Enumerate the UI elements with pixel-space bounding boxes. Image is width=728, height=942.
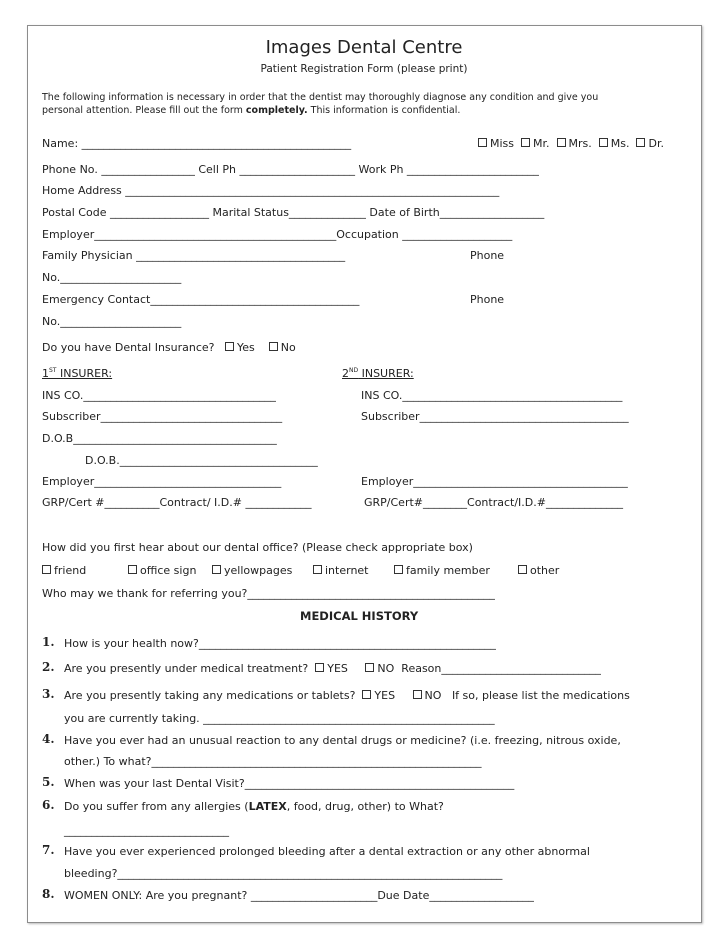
checkbox-ms[interactable] <box>599 138 608 147</box>
checkbox-label: NO <box>377 662 395 675</box>
question-number: 3. <box>42 687 55 701</box>
phone-fields[interactable]: Phone No. _________________ Cell Ph _____________________ Work Ph ________________________ <box>42 163 539 176</box>
checkbox-label: No <box>280 341 296 354</box>
employer-2-field[interactable]: Employer_______________________________________ <box>361 475 628 488</box>
question-number: 7. <box>42 843 55 857</box>
reason-field[interactable]: Reason_____________________________ <box>401 662 601 675</box>
checkbox-label: family member <box>406 564 490 577</box>
page-title: Images Dental Centre <box>265 37 463 58</box>
checkbox-label: Ms. <box>610 137 630 150</box>
question-number: 2. <box>42 660 55 674</box>
physician-phone-label: Phone <box>470 249 505 262</box>
referral-question: How did you first hear about our dental office? (Please check appropriate box) <box>42 541 473 554</box>
medications-question <box>64 689 630 702</box>
heading-label: INSURER: <box>358 367 414 380</box>
question-text: Are you presently under medical treatment? <box>64 662 309 675</box>
reaction-field[interactable]: other.) To what?____________________________________________________________ <box>64 755 482 768</box>
dob-2-field[interactable]: D.O.B.____________________________________ <box>85 454 318 467</box>
allergies-field[interactable]: ______________________________ <box>64 824 229 837</box>
home-address-field[interactable]: Home Address ____________________________________________________________________ <box>42 184 500 197</box>
checkbox-label: Miss <box>490 137 515 150</box>
checkbox-label: Mr. <box>533 137 550 150</box>
last-dental-visit-field[interactable]: When was your last Dental Visit?_________________________________________________ <box>64 777 515 790</box>
employer-occupation-fields[interactable]: Employer____________________________________________Occupation ____________________ <box>42 228 513 241</box>
health-now-field[interactable]: How is your health now?______________________________________________________ <box>64 637 496 650</box>
emergency-phone-label: Phone <box>470 293 505 306</box>
latex-emphasis: LATEX <box>248 800 287 813</box>
insurance-question <box>42 341 296 354</box>
family-physician-field[interactable]: Family Physician ______________________________________ <box>42 249 346 262</box>
emergency-phone-field[interactable]: No.______________________ <box>42 315 182 328</box>
checkbox-insurance-yes[interactable] <box>225 342 234 351</box>
checkbox-label: YES <box>327 662 348 675</box>
checkbox-label: friend <box>54 564 87 577</box>
checkbox-yellowpages[interactable] <box>212 565 221 574</box>
title-checkboxes <box>478 137 664 150</box>
checkbox-mr[interactable] <box>521 138 530 147</box>
dob-1-field[interactable]: D.O.B_____________________________________ <box>42 432 277 445</box>
referral-option-office-sign[interactable] <box>128 564 196 577</box>
checkbox-family-member[interactable] <box>394 565 403 574</box>
page-subtitle: Patient Registration Form (please print) <box>260 63 468 75</box>
checkbox-label: internet <box>325 564 369 577</box>
question-number: 6. <box>42 798 55 812</box>
checkbox-internet[interactable] <box>313 565 322 574</box>
grp-cert-2-field[interactable]: GRP/Cert#________Contract/I.D.#______________ <box>364 496 623 509</box>
checkbox-miss[interactable] <box>478 138 487 147</box>
medical-history-heading: MEDICAL HISTORY <box>300 609 419 623</box>
employer-1-field[interactable]: Employer__________________________________ <box>42 475 282 488</box>
checkbox-medications-no[interactable] <box>413 690 422 699</box>
checkbox-label: office sign <box>140 564 197 577</box>
checkbox-friend[interactable] <box>42 565 51 574</box>
checkbox-label: yellowpages <box>224 564 293 577</box>
question-text: Are you presently taking any medications or tablets? <box>64 689 356 702</box>
question-number: 8. <box>42 887 55 901</box>
checkbox-label: Dr. <box>648 137 664 150</box>
emergency-contact-field[interactable]: Emergency Contact______________________________________ <box>42 293 360 306</box>
checkbox-label: other <box>530 564 560 577</box>
allergies-question <box>64 800 444 813</box>
heading-suffix: ND <box>349 367 359 374</box>
ins-co-2-field[interactable]: INS CO.________________________________________ <box>361 389 623 402</box>
checkbox-label: NO <box>424 689 442 702</box>
heading-label: INSURER: <box>56 367 113 380</box>
referral-option-other[interactable] <box>518 564 559 577</box>
intro-text: personal attention. Please fill out the form <box>42 105 246 116</box>
checkbox-label: Mrs. <box>568 137 592 150</box>
checkbox-label: Yes <box>237 341 255 354</box>
checkbox-label: YES <box>374 689 396 702</box>
question-number: 1. <box>42 635 55 649</box>
name-field[interactable]: Name: _________________________________________________ <box>42 137 352 150</box>
referral-option-internet[interactable] <box>313 564 369 577</box>
heading-suffix: ST <box>49 367 57 374</box>
question-text: Do you suffer from any allergies ( <box>64 800 249 813</box>
grp-cert-1-field[interactable]: GRP/Cert #__________Contract/ I.D.# ____________ <box>42 496 312 509</box>
medical-treatment-question <box>64 662 601 675</box>
question-text: If so, please list the medications <box>451 689 630 702</box>
checkbox-other[interactable] <box>518 565 527 574</box>
pregnancy-field[interactable]: WOMEN ONLY: Are you pregnant? _______________________Due Date___________________ <box>64 889 534 902</box>
checkbox-treatment-yes[interactable] <box>315 663 324 672</box>
referrer-field[interactable]: Who may we thank for referring you?_____________________________________________ <box>42 587 495 600</box>
checkbox-treatment-no[interactable] <box>365 663 374 672</box>
checkbox-mrs[interactable] <box>557 138 566 147</box>
medications-list-field[interactable]: you are currently taking. _____________________________________________________ <box>64 712 495 725</box>
subscriber-1-field[interactable]: Subscriber_________________________________ <box>42 410 283 423</box>
checkbox-office-sign[interactable] <box>128 565 137 574</box>
physician-phone-field[interactable]: No.______________________ <box>42 271 182 284</box>
intro-line-1: The following information is necessary in order that the dentist may thoroughly diagnose any condition and give you <box>42 92 599 103</box>
question-number: 5. <box>42 775 55 789</box>
heading-number: 2 <box>342 367 349 380</box>
insurance-question-text: Do you have Dental Insurance? <box>42 341 215 354</box>
first-insurer-heading <box>42 367 112 380</box>
postal-marital-dob-fields[interactable]: Postal Code __________________ Marital Status______________ Date of Birth___________________ <box>42 206 545 219</box>
ins-co-1-field[interactable]: INS CO.___________________________________ <box>42 389 276 402</box>
reaction-question: Have you ever had an unusual reaction to any dental drugs or medicine? (i.e. freezing, nitrous oxide, <box>64 734 621 747</box>
checkbox-insurance-no[interactable] <box>269 342 278 351</box>
subscriber-2-field[interactable]: Subscriber______________________________________ <box>361 410 629 423</box>
referral-option-friend[interactable] <box>42 564 86 577</box>
intro-emphasis: completely. <box>245 105 308 116</box>
checkbox-dr[interactable] <box>636 138 645 147</box>
question-text: , food, drug, other) to What? <box>286 800 444 813</box>
bleeding-question: Have you ever experienced prolonged bleeding after a dental extraction or any other abnormal <box>64 845 590 858</box>
question-number: 4. <box>42 732 55 746</box>
referral-option-yellowpages[interactable] <box>212 564 292 577</box>
referral-option-family-member[interactable] <box>394 564 490 577</box>
intro-text: This information is confidential. <box>307 105 461 116</box>
heading-number: 1 <box>42 367 49 380</box>
checkbox-medications-yes[interactable] <box>362 690 371 699</box>
bleeding-field[interactable]: bleeding?______________________________________________________________________ <box>64 867 503 880</box>
second-insurer-heading <box>342 367 414 380</box>
intro-line-2 <box>42 104 460 117</box>
